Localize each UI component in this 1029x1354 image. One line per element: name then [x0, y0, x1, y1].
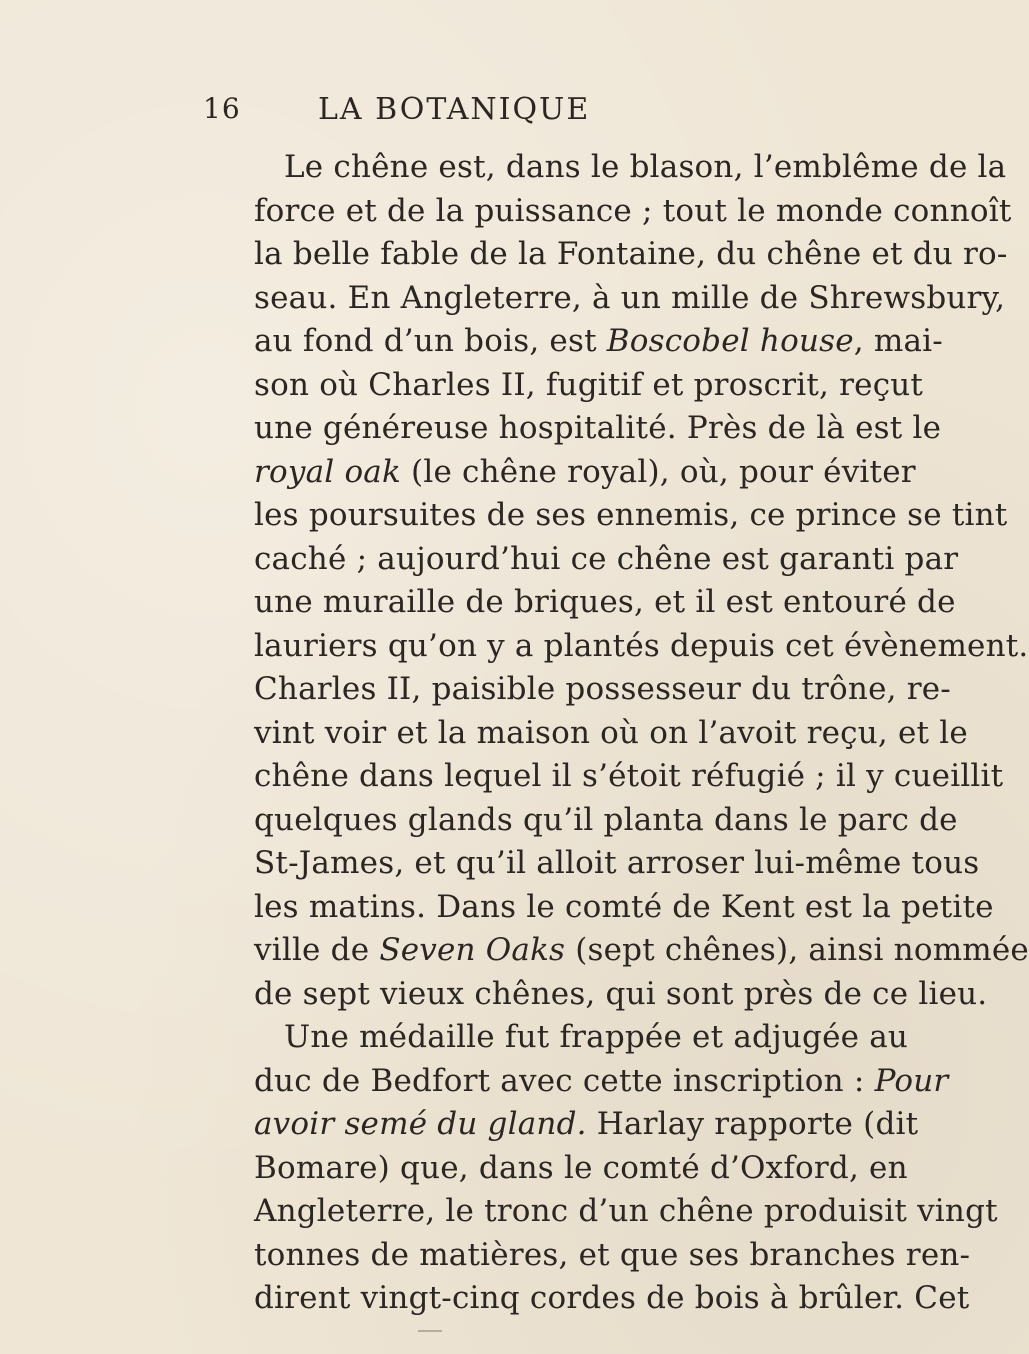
text-line: force et de la puissance ; tout le monde connoît — [254, 192, 1012, 229]
text-line: Le chêne est, dans le blason, l’emblême de la — [284, 149, 1007, 185]
text-line: Bomare) que, dans le comté d’Oxford, en — [254, 1149, 908, 1186]
body-text — [254, 146, 1029, 1321]
page-number: 16 — [203, 92, 241, 125]
italic-text: Seven Oaks — [379, 932, 566, 968]
text-line: de sept vieux chênes, qui sont près de ce lieu. — [254, 975, 988, 1012]
text-line: les matins. Dans le comté de Kent est la petite — [254, 888, 994, 925]
text-line: les poursuites de ses ennemis, ce prince se tint — [254, 497, 1008, 533]
text-line: seau. En Angleterre, à un mille de Shrewsbury, — [254, 279, 1006, 316]
text-line: Angleterre, le tronc d’un chêne produisit vingt — [254, 1193, 998, 1229]
italic-text: royal oak — [254, 453, 401, 490]
italic-text: Boscobel house — [606, 323, 854, 359]
text-line: quelques glands qu’il planta dans le parc de — [254, 801, 958, 838]
italic-text: Pour — [874, 1062, 949, 1099]
text-line: Charles II, paisible possesseur du trône, re- — [254, 671, 951, 707]
text-line: son où Charles II, fugitif et proscrit, reçut — [254, 366, 924, 403]
text-line: tonnes de matières, et que ses branches ren- — [254, 1236, 971, 1273]
text-line: vint voir et la maison où on l’avoit reçu, et le — [254, 714, 968, 751]
text-line: la belle fable de la Fontaine, du chêne et du ro- — [254, 236, 1008, 272]
text-line: royal oak (le chêne royal), où, pour éviter — [254, 453, 916, 490]
running-head — [0, 92, 800, 132]
text-line: ville de Seven Oaks (sept chênes), ainsi nommée — [254, 932, 1029, 968]
italic-text: avoir semé du gland. — [254, 1106, 587, 1142]
text-line: St-James, et qu’il alloit arroser lui-même tous — [254, 845, 980, 881]
footer-mark — [418, 1330, 442, 1332]
text-line: caché ; aujourd’hui ce chêne est garanti par — [254, 540, 959, 577]
text-line: Une médaille fut frappée et adjugée au — [284, 1019, 909, 1055]
text-line: une généreuse hospitalité. Près de là est le — [254, 410, 942, 446]
text-line: chêne dans lequel il s’étoit réfugié ; il y cueillit — [254, 758, 1004, 794]
running-title: LA BOTANIQUE — [318, 92, 591, 127]
text-line: duc de Bedfort avec cette inscription : Pour — [254, 1062, 949, 1099]
text-line: avoir semé du gland. Harlay rapporte (dit — [254, 1106, 919, 1142]
text-line: dirent vingt-cinq cordes de bois à brûler. Cet — [254, 1280, 970, 1316]
text-line: une muraille de briques, et il est entouré de — [254, 584, 956, 620]
text-line: lauriers qu’on y a plantés depuis cet évènement. — [254, 627, 1029, 664]
text-line: au fond d’un bois, est Boscobel house, mai- — [254, 323, 943, 359]
